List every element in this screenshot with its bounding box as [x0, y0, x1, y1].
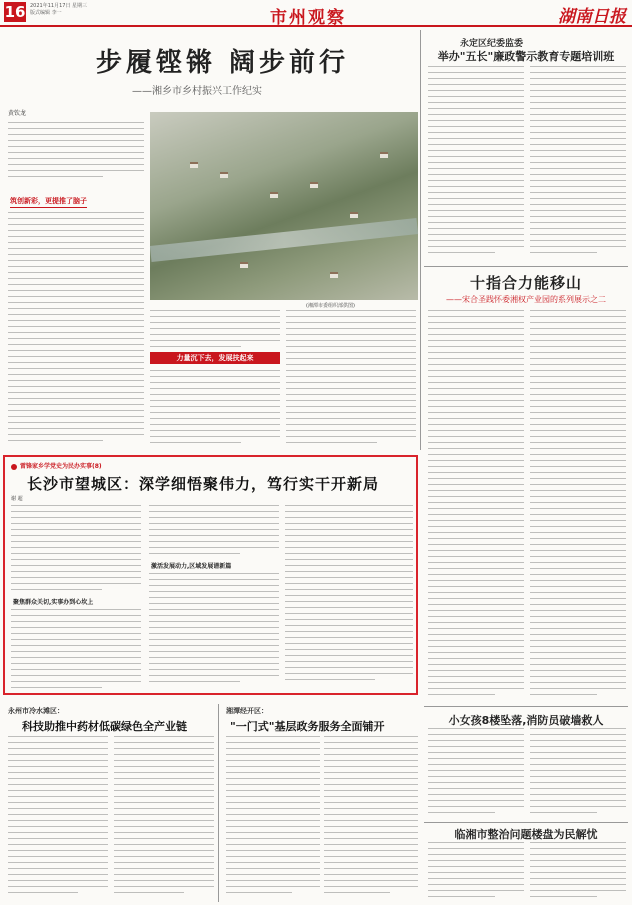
house-shape	[220, 172, 228, 178]
date-info	[30, 3, 87, 17]
series-tag	[11, 461, 102, 470]
house-shape	[240, 262, 248, 268]
text-column	[114, 736, 214, 900]
text-column	[428, 842, 524, 902]
house-shape	[330, 272, 338, 278]
date-line: 2021年11月17日 星期三	[30, 3, 88, 9]
right-top-title: 举办"五长"廉政警示教育专题培训班	[437, 50, 615, 63]
masthead	[0, 0, 632, 27]
feature-subhead-1: 筑创新彩，更提推了脑子	[10, 196, 87, 208]
text-column	[530, 842, 626, 902]
highlight-title: 长沙市望城区：深学细悟聚伟力，笃行实干开新局	[27, 475, 380, 493]
text-column	[150, 310, 280, 350]
column-divider	[420, 30, 421, 450]
series-tag-text: 雷锋家乡学党史为民办实事(8)	[20, 463, 102, 470]
text-column	[530, 728, 626, 820]
text-column	[530, 66, 626, 262]
text-column	[428, 728, 524, 820]
house-shape	[270, 192, 278, 198]
right-mid-subtitle: ——宋合圣践怀委湘权产业园的系列展示之二	[446, 295, 606, 304]
right-bottom-title: 临湘市整治问题楼盘为民解忧	[454, 828, 598, 841]
text-column	[285, 505, 413, 691]
text-column	[530, 310, 626, 700]
feature-banner: 力量沉下去，发展扶起来	[150, 352, 280, 364]
house-shape	[350, 212, 358, 218]
river-shape	[150, 218, 418, 262]
text-column	[11, 505, 141, 593]
text-column	[324, 736, 418, 900]
aerial-village-photo	[150, 112, 418, 300]
photo-caption: (湘潭市委组织部供图)	[306, 303, 355, 309]
right-mid-title: 十指合力能移山	[469, 274, 582, 292]
text-column	[149, 505, 279, 557]
text-column	[11, 609, 141, 691]
highlight-subhead-1: 聚焦群众关切,实事办到心坎上	[13, 599, 94, 606]
divider	[424, 822, 628, 823]
feature-title: 步履铿锵 阔步前行	[96, 48, 350, 78]
divider	[424, 266, 628, 267]
text-column	[150, 370, 280, 450]
text-column	[8, 736, 108, 900]
editor-line: 版式编辑 李一	[30, 10, 62, 16]
text-column	[428, 66, 524, 262]
brand-logo: 湖南日报	[558, 7, 626, 27]
feature-byline: 黄钦龙	[8, 110, 27, 117]
highlight-author: 谢 超	[11, 496, 23, 502]
house-shape	[380, 152, 388, 158]
page-number: 16	[4, 3, 26, 21]
divider	[424, 706, 628, 707]
bottom-left-label: 永州市冷水滩区：	[8, 707, 64, 715]
right-top-label: 永定区纪委监委	[460, 39, 524, 49]
text-column	[8, 122, 144, 192]
text-column	[286, 310, 416, 450]
bottom-mid-title: "一门式"基层政务服务全面铺开	[230, 720, 385, 733]
house-shape	[190, 162, 198, 168]
bullet-icon	[11, 464, 17, 470]
bottom-left-title: 科技助推中药材低碳绿色全产业链	[22, 720, 187, 733]
text-column	[8, 212, 144, 448]
highlight-subhead-2: 激活发展动力,区域发展谱新篇	[151, 563, 232, 570]
text-column	[428, 310, 524, 700]
section-title: 市州观察	[270, 8, 346, 28]
divider	[218, 704, 219, 902]
highlighted-article[interactable]	[3, 455, 418, 695]
right-lower-title: 小女孩8楼坠落,消防员破墙救人	[448, 714, 604, 727]
house-shape	[310, 182, 318, 188]
text-column	[226, 736, 320, 900]
text-column	[149, 573, 279, 691]
bottom-mid-label: 湘潭经开区：	[226, 707, 268, 715]
feature-subtitle: ——湘乡市乡村振兴工作纪实	[132, 86, 262, 97]
